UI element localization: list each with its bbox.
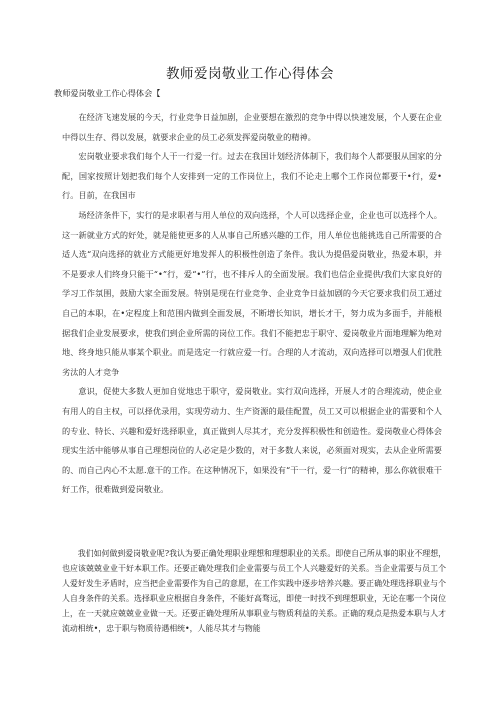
body-paragraph: 场经济条件下，实行的是求职者与用人单位的双向选择，个人可以选择企业，企业也可以选择个人。这一新就业方式的好处，就是能使更多的人从事自己所感兴趣的工作，用人单位也能挑选自己所需要的合适人选“双向选择的就业方式能更好地发挥人的积极性创造了条件。我认为提倡爱岗敬业，热爱本职，并不是要求人们终身只能干“•”行，爱“•”行，也不排斥人的全面发展。我们也信企业提供/我们大家良好的学习工作氛围，鼓励大家全面发展。特别是现在行业竞争、企业竞争日益加剧的今天它要求我们员工通过自己的本职，在•定程度上和范围内做到全面发展，不断增长知识，增长才干，努力成为多面手，并能根据我们企业发展要求，使我们到企业所需的岗位工作。我们不能把忠于职守、爱岗敬业片面地理解为绝对地、终身地只能从事某个职业。而是选定一行就应爱一行。合理的人才流动，双向选择可以增强人们优胜劣汰的人才竞争 (62, 209, 442, 377)
document-subtitle: 教师爱岗敬业工作心得体会【 (54, 88, 161, 98)
body-paragraph: 意识，促使大多数人更加自觉地忠于职守，爱岗敬业。实行双向选择，开展人才的合理流动，使企业有用人的自主权，可以择优录用，实现劳动力、生产资源的最佳配置，员工又可以根据企业的需要和个人的专业、特长、兴趣和爱好选择职业，真正做到人尽其才，充分发挥积极性和创造性。爱岗敬业心得体会现实生活中能够从事自己理想岗位的人必定是少数的，对于多数人来说，必须面对现实，去从企业所需要的、而自己内心不太愿.意干的工作。在这种情况下，如果没有“干一行，爱一行”的精神，那么你就很难干好工作，很难做到爱岗敬业。 (62, 386, 442, 495)
tail-paragraph: 我们如何做到爱岗敬业呢?我认为要正确处理职业理想和理想职业的关系。即使自己所从事的职业不理想，也应该兢兢业业干好本职工作。还要正确处理我们企业需要与员工个人兴趣爱好的关系。当企业需要与员工个人爱好发生矛盾时，应当把企业需要作为自己的意愿，在工作实践中逐步培养兴趣。要正确处理选择职业与个人自身条件的关系。选择职业应根据自身条件，不能好高骛远，即使一时找不到理想职业，无论在哪一个岗位上，在一天就应兢兢业业做一天。还要正确处理所从事职业与物质利益的关系。正确的观点是热爱本职与人才流动相统•，忠于职与物质待遇相统•，人能尽其才与物能 (62, 549, 446, 633)
body-paragraph: 在经济飞速发展的今天，行业竞争日益加剧，企业要想在激烈的竞争中得以快速发展，个人要在企业中得以生存、得以发展，就要求企业的员工必须发挥爱岗敬业的精神。 (62, 112, 442, 142)
page-title: 教师爱岗敬业工作心得体会 (166, 66, 334, 82)
document-body (62, 108, 442, 500)
body-paragraph: 宏岗敬业要求我们每个人干一行爱一行。过去在我国计划经济体制下，我们每个人都要服从国家的分配，国家按照计划把我们每个人安排到一定的工作岗位上，我们不论走上哪个工作岗位都要干•行，爱•行。目前，在我国市 (62, 151, 442, 201)
document-tail (62, 546, 446, 636)
